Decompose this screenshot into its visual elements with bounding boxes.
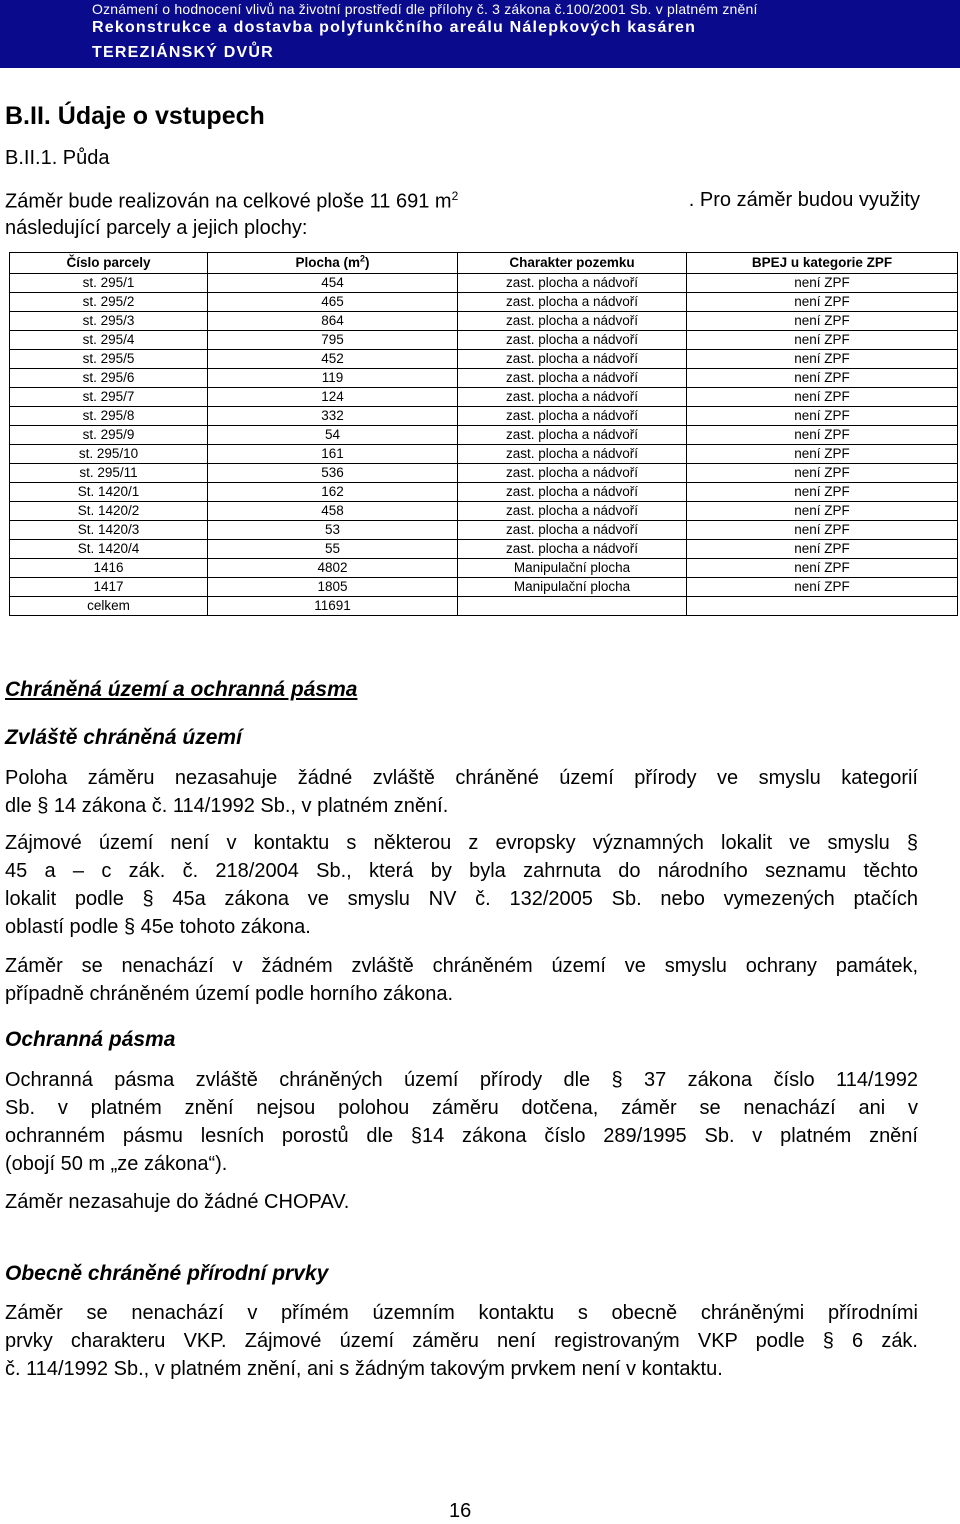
cell-area: 454	[208, 274, 458, 293]
paragraph-eu-sites: Zájmové území není v kontaktu s některou z evropsky významných lokalit ve smyslu § 45 a – c zák. č. 218/2004 Sb., která by byla zahrnuta do národního seznamu těchto lokalit podle § 45a zákona ve smyslu NV č. 132/2005 Sb. nebo vymezených ptačích oblastí podle § 45e tohoto zákona.	[5, 832, 918, 938]
table-row	[10, 597, 958, 616]
cell-parcel: 1416	[10, 559, 208, 578]
cell-bpej: není ZPF	[687, 445, 958, 464]
cell-area: 458	[208, 502, 458, 521]
cell-character: zast. plocha a nádvoří	[458, 350, 687, 369]
cell-character: zast. plocha a nádvoří	[458, 502, 687, 521]
cell-parcel: st. 295/9	[10, 426, 208, 445]
intro-line-1-left: Záměr bude realizován na celkové ploše 11 691 $m^2$	[5, 189, 459, 213]
table-row	[10, 521, 958, 540]
cell-character: zast. plocha a nádvoří	[458, 331, 687, 350]
cell-parcel: st. 295/1	[10, 274, 208, 293]
section-title: B.II. Údaje o vstupech	[5, 102, 265, 130]
table-row	[10, 350, 958, 369]
cell-area: 452	[208, 350, 458, 369]
cell-character: zast. plocha a nádvoří	[458, 483, 687, 502]
cell-bpej: není ZPF	[687, 350, 958, 369]
header-line-2: Rekonstrukce a dostavba polyfunkčního areálu Nálepkových kasáren	[92, 19, 697, 36]
protected-areas-heading: Chráněná území a ochranná pásma	[5, 678, 358, 701]
cell-bpej: není ZPF	[687, 540, 958, 559]
cell-bpej: není ZPF	[687, 369, 958, 388]
table-row	[10, 274, 958, 293]
header-character: Charakter pozemku	[458, 253, 687, 274]
cell-area: 1805	[208, 578, 458, 597]
cell-parcel: St. 1420/1	[10, 483, 208, 502]
table-row	[10, 312, 958, 331]
cell-character: Manipulační plocha	[458, 559, 687, 578]
paragraph-position: Poloha záměru nezasahuje žádné zvláště chráněné území přírody ve smyslu kategorií dle § 14 zákona č. 114/1992 Sb., v platném znění.	[5, 767, 918, 817]
table-row	[10, 559, 958, 578]
header-line-1: Oznámení o hodnocení vlivů na životní prostředí dle přílohy č. 3 zákona č.100/2001 Sb. v platném znění	[92, 1, 758, 17]
cell-parcel: st. 295/10	[10, 445, 208, 464]
header-parcel: Číslo parcely	[10, 253, 208, 274]
cell-area: 11691	[208, 597, 458, 616]
cell-area: 536	[208, 464, 458, 483]
table-row	[10, 407, 958, 426]
special-protected-heading: Zvláště chráněná území	[5, 726, 242, 749]
table-row	[10, 426, 958, 445]
cell-area: 119	[208, 369, 458, 388]
cell-parcel: st. 295/5	[10, 350, 208, 369]
header-area: Plocha $(m^2)$	[208, 253, 458, 274]
cell-bpej: není ZPF	[687, 407, 958, 426]
parcels-table	[9, 252, 958, 616]
cell-parcel: celkem	[10, 597, 208, 616]
general-protected-heading: Obecně chráněné přírodní prvky	[5, 1262, 329, 1285]
cell-parcel: st. 295/7	[10, 388, 208, 407]
paragraph-zones: Ochranná pásma zvláště chráněných území přírody dle § 37 zákona číslo 114/1992 Sb. v platném znění nejsou polohou záměru dotčena, záměr se nenachází ani v ochranném pásmu lesních porostů dle §14 zákona číslo 289/1995 Sb. v platném znění (obojí 50 m „ze zákona“).	[5, 1069, 918, 1175]
cell-character: zast. plocha a nádvoří	[458, 426, 687, 445]
cell-area: 465	[208, 293, 458, 312]
intro-line-2: následující parcely a jejich plochy:	[5, 217, 308, 239]
cell-bpej: není ZPF	[687, 426, 958, 445]
cell-character: Manipulační plocha	[458, 578, 687, 597]
cell-parcel: st. 295/6	[10, 369, 208, 388]
cell-area: 864	[208, 312, 458, 331]
table-row	[10, 293, 958, 312]
cell-parcel: 1417	[10, 578, 208, 597]
cell-parcel: St. 1420/2	[10, 502, 208, 521]
cell-bpej: není ZPF	[687, 464, 958, 483]
cell-area: 332	[208, 407, 458, 426]
cell-character: zast. plocha a nádvoří	[458, 369, 687, 388]
table-row	[10, 483, 958, 502]
cell-character: zast. plocha a nádvoří	[458, 445, 687, 464]
cell-parcel: st. 295/3	[10, 312, 208, 331]
table-row	[10, 369, 958, 388]
protection-zones-heading: Ochranná pásma	[5, 1028, 176, 1051]
cell-parcel: st. 295/8	[10, 407, 208, 426]
cell-character: zast. plocha a nádvoří	[458, 521, 687, 540]
paragraph-vkp: Záměr se nenachází v přímém územním kontaktu s obecně chráněnými přírodními prvky charakteru VKP. Zájmové území záměru není registrovaným VKP podle § 6 zák. č. 114/1992 Sb., v platném znění, ani s žádným takovým prvkem není v kontaktu.	[5, 1302, 918, 1380]
cell-bpej: není ZPF	[687, 331, 958, 350]
cell-parcel: st. 295/11	[10, 464, 208, 483]
cell-bpej: není ZPF	[687, 388, 958, 407]
table-row	[10, 502, 958, 521]
table-row	[10, 388, 958, 407]
cell-character: zast. plocha a nádvoří	[458, 293, 687, 312]
cell-character: zast. plocha a nádvoří	[458, 274, 687, 293]
cell-area: 53	[208, 521, 458, 540]
cell-area: 54	[208, 426, 458, 445]
cell-bpej: není ZPF	[687, 502, 958, 521]
intro-line-1-right: . Pro záměr budou využity	[688, 189, 920, 211]
intro-line-1	[5, 189, 920, 214]
subsection-title: B.II.1. Půda	[5, 147, 110, 169]
document-header	[0, 0, 960, 68]
cell-bpej: není ZPF	[687, 312, 958, 331]
cell-character: zast. plocha a nádvoří	[458, 312, 687, 331]
cell-character: zast. plocha a nádvoří	[458, 407, 687, 426]
table-header-row	[10, 253, 958, 274]
table-row	[10, 445, 958, 464]
cell-parcel: St. 1420/4	[10, 540, 208, 559]
header-line-3: TEREZIÁNSKÝ DVŮR	[92, 44, 274, 61]
cell-area: 55	[208, 540, 458, 559]
table-row	[10, 540, 958, 559]
table-row	[10, 578, 958, 597]
page-number: 16	[449, 1500, 472, 1522]
cell-parcel: st. 295/4	[10, 331, 208, 350]
cell-parcel: St. 1420/3	[10, 521, 208, 540]
cell-character: zast. plocha a nádvoří	[458, 540, 687, 559]
paragraph-monuments: Záměr se nenachází v žádném zvláště chráněném území ve smyslu ochrany památek, případně chráněném území podle horního zákona.	[5, 955, 918, 1005]
cell-character: zast. plocha a nádvoří	[458, 388, 687, 407]
cell-character	[458, 597, 687, 616]
cell-area: 162	[208, 483, 458, 502]
header-bpej: BPEJ u kategorie ZPF	[687, 253, 958, 274]
cell-area: 795	[208, 331, 458, 350]
cell-bpej: není ZPF	[687, 293, 958, 312]
cell-parcel: st. 295/2	[10, 293, 208, 312]
cell-bpej: není ZPF	[687, 559, 958, 578]
table-row	[10, 331, 958, 350]
cell-bpej: není ZPF	[687, 274, 958, 293]
cell-bpej: není ZPF	[687, 578, 958, 597]
paragraph-chopav: Záměr nezasahuje do žádné CHOPAV.	[5, 1191, 350, 1213]
cell-area: 4802	[208, 559, 458, 578]
cell-area: 124	[208, 388, 458, 407]
table-row	[10, 464, 958, 483]
cell-character: zast. plocha a nádvoří	[458, 464, 687, 483]
cell-bpej: není ZPF	[687, 483, 958, 502]
cell-area: 161	[208, 445, 458, 464]
cell-bpej: není ZPF	[687, 521, 958, 540]
cell-bpej	[687, 597, 958, 616]
